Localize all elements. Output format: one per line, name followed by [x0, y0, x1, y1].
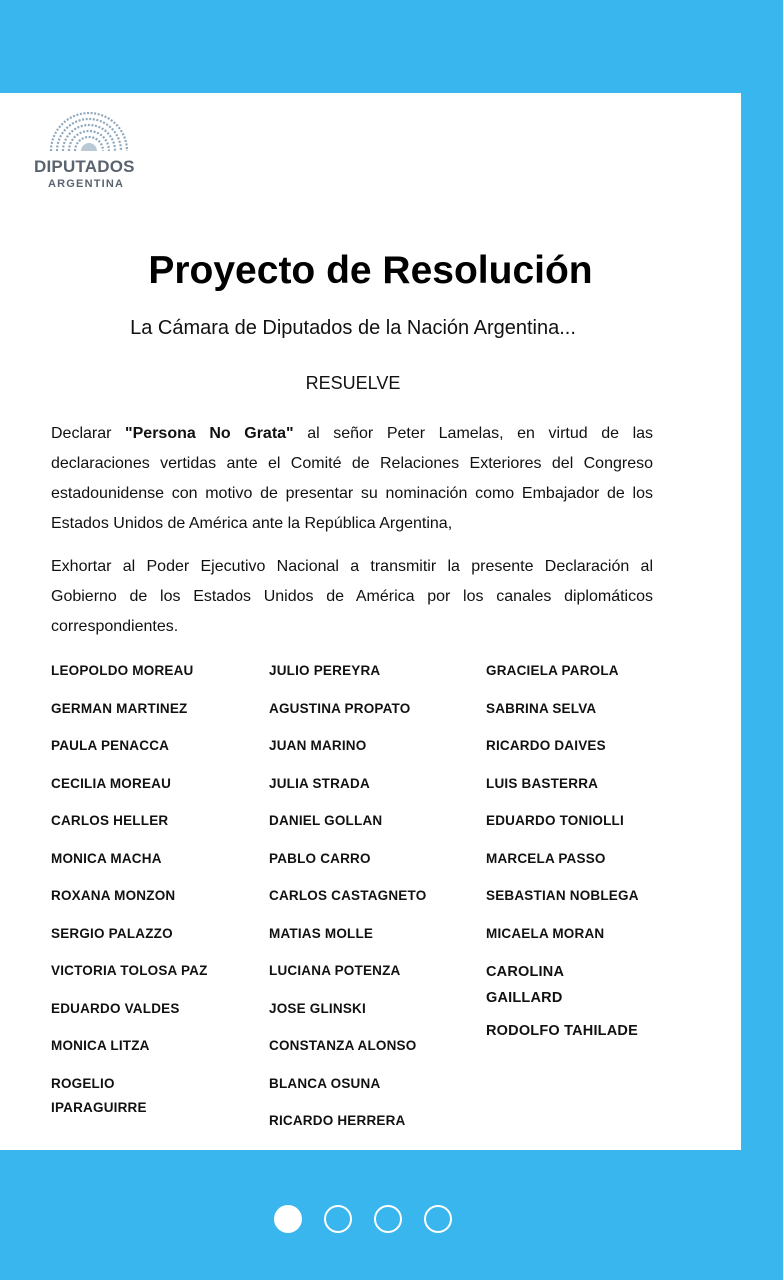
carousel-dot-1[interactable]: [274, 1205, 302, 1233]
paragraph-1-suffix: al señor Peter Lamelas, en virtud de las declaraciones vertidas ante el Comité de Relaciones Exteriores del Congreso estadounidense con motivo de presentar su nominación como Embajador de los Estados Unidos de América ante la República Argentina,: [51, 425, 654, 532]
signatory-name: JOSE GLINSKI: [269, 1000, 366, 1016]
signatory-name: GRACIELA PAROLA: [486, 663, 619, 678]
signatory-name: MATIAS MOLLE: [269, 925, 374, 941]
resolution-paragraph-1: [51, 419, 653, 539]
signatory-name: SERGIO PALAZZO: [51, 925, 173, 941]
signatory-name: MONICA LITZA: [51, 1038, 150, 1053]
signatories-column-1: [51, 659, 251, 1115]
signatory-name: AGUSTINA PROPATO: [269, 700, 411, 716]
carousel-dot-2[interactable]: [324, 1205, 352, 1233]
signatory-name: JULIO PEREYRA: [269, 663, 381, 678]
carousel-pagination: [274, 1205, 464, 1239]
logo-title: DIPUTADOS: [34, 157, 135, 176]
signatory-name: EDUARDO TONIOLLI: [486, 813, 624, 828]
signatory-name: EDUARDO VALDES: [51, 1000, 180, 1016]
signatory-name: JUAN MARINO: [269, 738, 367, 753]
signatory-name: BLANCA OSUNA: [269, 1075, 381, 1091]
signatory-name: ROXANA MONZON: [51, 888, 176, 903]
signatories-column-3: [486, 659, 666, 1057]
signatory-name: CAROLINA GAILLARD: [486, 964, 564, 1006]
signatory-name: ROGELIO IPARAGUIRRE: [51, 1075, 147, 1115]
document-title: Proyecto de Resolución: [148, 249, 593, 292]
signatory-name: SABRINA SELVA: [486, 700, 597, 716]
signatory-name: MICAELA MORAN: [486, 925, 605, 941]
carousel-dot-4[interactable]: [424, 1205, 452, 1233]
signatory-name: PAULA PENACCA: [51, 738, 170, 753]
signatory-name: RICARDO HERRERA: [269, 1113, 406, 1128]
resuelve-heading: RESUELVE: [305, 373, 401, 393]
signatory-name: VICTORIA TOLOSA PAZ: [51, 963, 208, 978]
signatories-column-2: [269, 659, 469, 1147]
signatory-name: RICARDO DAIVES: [486, 738, 606, 753]
resolution-paragraph-2: Exhortar al Poder Ejecutivo Nacional a transmitir la presente Declaración al Gobierno de los Estados Unidos de América por los canales diplomáticos correspondientes.: [51, 558, 653, 635]
carousel-dot-3[interactable]: [374, 1205, 402, 1233]
signatory-name: DANIEL GOLLAN: [269, 813, 383, 828]
signatory-name: PABLO CARRO: [269, 850, 371, 866]
signatory-name: SEBASTIAN NOBLEGA: [486, 888, 639, 903]
paragraph-1-prefix: Declarar: [51, 425, 126, 442]
diputados-logo: [34, 111, 144, 191]
signatory-name: LUCIANA POTENZA: [269, 963, 401, 978]
signatory-name: CONSTANZA ALONSO: [269, 1038, 417, 1053]
signatory-name: MARCELA PASSO: [486, 850, 606, 866]
chamber-seats-icon: [48, 111, 130, 153]
logo-subtitle: ARGENTINA: [48, 178, 125, 190]
signatory-name: MONICA MACHA: [51, 850, 162, 866]
signatory-name: LUIS BASTERRA: [486, 775, 599, 791]
signatory-name: CARLOS HELLER: [51, 813, 169, 828]
persona-no-grata-text: "Persona No Grata": [125, 425, 294, 442]
signatory-name: LEOPOLDO MOREAU: [51, 663, 194, 678]
document-subtitle: La Cámara de Diputados de la Nación Argentina...: [130, 317, 576, 339]
signatory-name: CECILIA MOREAU: [51, 775, 172, 791]
signatory-name: RODOLFO TAHILADE: [486, 1023, 638, 1039]
signatory-name: CARLOS CASTAGNETO: [269, 888, 427, 903]
signatory-name: GERMAN MARTINEZ: [51, 700, 188, 716]
signatory-name: JULIA STRADA: [269, 775, 370, 791]
document-card: [0, 93, 741, 1150]
